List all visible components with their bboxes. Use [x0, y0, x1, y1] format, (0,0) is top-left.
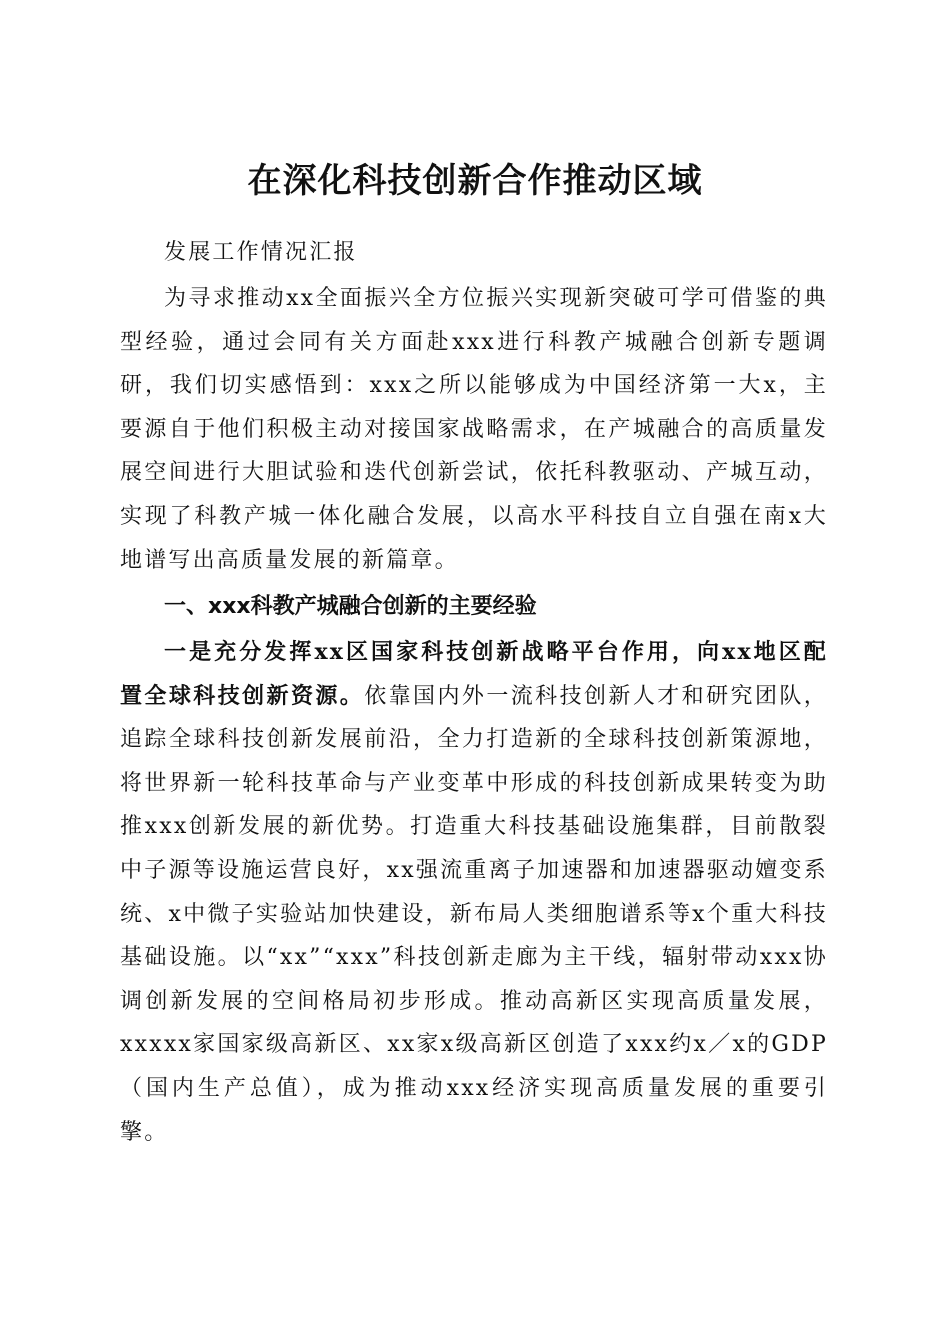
section-paragraph	[120, 631, 828, 1154]
intro-paragraph: 为寻求推动xx全面振兴全方位振兴实现新突破可学可借鉴的典型经验，通过会同有关方面赴xxx进行科教产城融合创新专题调研，我们切实感悟到：xxx之所以能够成为中国经济第一大x，主要源自于他们积极主动对接国家战略需求，在产城融合的高质量发展空间进行大胆试验和迭代创新尝试，依托科教驱动、产城互动，实现了科教产城一体化融合发展，以高水平科技自立自强在南x大地谱写出高质量发展的新篇章。	[120, 286, 828, 573]
section-heading: 一、xxx科教产城融合创新的主要经验	[164, 594, 537, 619]
paragraph-lead-in: 一是充分发挥xx区国家科技创新战略平台作用，向xx地区配置全球科技创新资源。	[120, 639, 828, 709]
paragraph-body: 依靠国内外一流科技创新人才和研究团队，追踪全球科技创新发展前沿，全力打造新的全球科技创新策源地，将世界新一轮科技革命与产业变革中形成的科技创新成果转变为助推xxx创新发展的新优势。打造重大科技基础设施集群，目前散裂中子源等设施运营良好，xx强流重离子加速器和加速器驱动嬗变系统、x中微子实验站加快建设，新布局人类细胞谱系等x个重大科技基础设施。以“xx”“xxx”科技创新走廊为主干线，辐射带动xxx协调创新发展的空间格局初步形成。推动高新区实现高质量发展，xxxxx家国家级高新区、xx家x级高新区创造了xxx约x／x的GDP（国内生产总值），成为推动xxx经济实现高质量发展的重要引擎。	[120, 683, 828, 1145]
document-title: 在深化科技创新合作推动区域	[247, 160, 703, 201]
document-subtitle: 发展工作情况汇报	[164, 240, 358, 265]
